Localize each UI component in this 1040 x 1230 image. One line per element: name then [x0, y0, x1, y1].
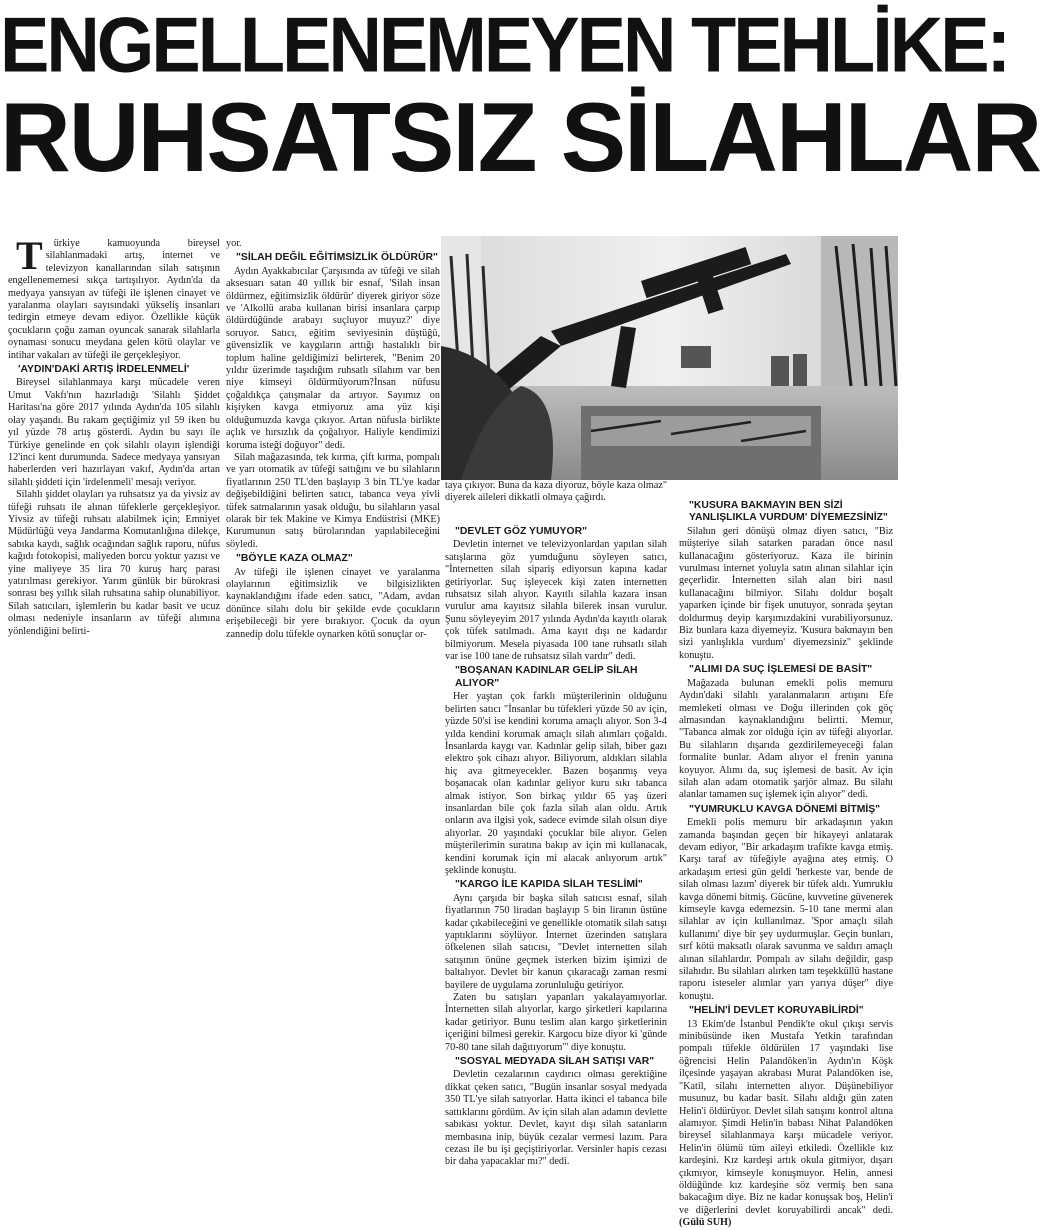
headline-line-2: RUHSATSIZ SİLAHLAR	[0, 82, 1040, 192]
headline-line-1: ENGELLENEMEYEN TEHLİKE:	[0, 0, 1009, 89]
paragraph: Av tüfeği ile işlenen cinayet ve yaralanma olaylarının eğitimsizlik ve bilgisizlikten kaynaklandığını ifade eden satıcı, "Adam, avdan dönünce silahı dolu bir şekilde evde çocukların erişebileceği bir yere bırakıyor. Çocuk da oyun zannedip dolu tüfekle oynarken kötü sonuçlar or-	[226, 566, 440, 640]
subheading: "BÖYLE KAZA OLMAZ"	[236, 553, 353, 565]
paragraph: taya çıkıyor. Buna da kaza diyoruz, böyle kaza olmaz" diyerek aileleri dikkatli olmaya çağırdı.	[445, 480, 667, 504]
paragraph: Mağazada bulunan emekli polis memuru Aydın'daki silahlı yaralanmaların artışını Efe memleketi olması ve Doğu illerinden çok göç almasından kaynaklandığını belirtti. Memur, "Tabanca almak zor olduğu için av tüfeği alıyorlar. Bu silahların dışarıda gezdirilemeyeceği falan formalite bunlar. Adam alıyor el frenin yanına koyuyor. Alımı da, suç işlemesi de basit. Av için silah alan adam otomatik şarjör almaz. Bu silahı alanlar tamamen suç işlemek için alıyor" dedi.	[679, 677, 893, 801]
column-1	[8, 233, 220, 650]
paragraph: Silah mağazasında, tek kırma, çift kırma, pompalı ve yarı otomatik av tüfeği sattığını ve bu silahların fiyatlarının 250 TL'den başlayıp 3 bin TL'ye kadar değişebildiğini belirten satıcı, tabanca veya yivli tüfek satmalarının yasak olduğu, bu silahların yasal olarak bir tek Makine ve Kimya Endüstrisi (MKE) Kurumunun satış bürolarından yapılabileceğini söyledi.	[226, 451, 440, 550]
paragraph: Silahlı şiddet olayları ya ruhsatsız ya da yivsiz av tüfeği ruhsatı ile alınan tüfeklerle gerçekleşiyor. Yivsiz av tüfeği ruhsatı alabilmek için; Emniyet Müdürlüğü veya Jandarma Komutanlığına dilekçe, sabıka kaydı, sağlık ocağından sağlık raporu, nüfus kağıdı fotokopisi, maliyeden borcu yoktur yazısı ve yine maliyeye 35 lira 70 kuruş harç parası yatırılması gerekiyor. Yarım günlük bir bürokrasi sonrası beş yıllık silah ruhsatına sahip olunabiliyor. Silah satıcıları, işlemlerin bu kadar basit ve ucuz olması nedeniyle insanların av tüfeği alımına yönlendiğini belirti-	[8, 489, 220, 637]
subheading: "BOŞANAN KADINLAR GELİP SİLAH ALIYOR"	[455, 665, 638, 689]
paragraph: yor.	[226, 238, 242, 249]
subheading: "YUMRUKLU KAVGA DÖNEMİ BİTMİŞ"	[689, 803, 881, 815]
subheading: "KARGO İLE KAPIDA SİLAH TESLİMİ"	[455, 879, 643, 891]
subheading: "KUSURA BAKMAYIN BEN SİZİ YANLIŞLIKLA VURDUM' DİYEMEZSİNİZ"	[689, 500, 888, 524]
paragraph: Aydın Ayakkabıcılar Çarşısında av tüfeği ve silah aksesuarı satan 40 yıllık bir esnaf, 'Silah insan öldürmez, eğitimsizlik öldürür' diyerek giriyor söze ve 'Alkollü araba kullanan birisi insanlara çarpıp öldürdüğünde arabayı suçluyor muyuz?' diye soruyor. Satıcı, eğitim seviyesinin düştüğü, güvensizlik ve kaygıların arttığı hastalıklı bir toplum haline geldiğimizi belirterek, "Benim 20 yıldır üzerimde taşıdığım ruhsatlı silahım var ben niye kimseyi öldürmüyorum?İnsan nüfusu çoğaldıkça çatışmalar da artıyor. Sayımız on kişiyken kavga etmiyoruz ama yüz kişi olduğumuzda kavga çıkıyor. Artan nüfusla birlikte açlık ve hırsızlık da çoğalıyor. Haliyle kendimizi koruma isteği doğuyor" dedi.	[226, 265, 440, 451]
subheading: "HELİN'İ DEVLET KORUYABİLİRDİ"	[689, 1005, 864, 1017]
column-2	[226, 238, 440, 642]
paragraph: Bireysel silahlanmaya karşı mücadele veren Umut Vakfı'nın hazırladığı 'Silahlı Şiddet Haritası'na göre 2017 yılında Aydın'da 105 silahlı olay yaşandı. Bu rakam geçtiğimiz yıl 59 iken bu yıl yüzde 78 artış gösterdi. Aydın bu sayı ile Türkiye genelinde en çok silahlı olayın işlendiği 12'inci kent durumunda. Sadece medyaya yansıyan haberlerden veri hazırlayan vakıf, Aydın'da artan silahlı şiddeti için 'irdelenmeli' mesajı veriyor.	[8, 377, 220, 488]
subheading: "ALIMI DA SUÇ İŞLEMESİ DE BASİT"	[689, 664, 873, 676]
gun-shop-rifles-photo-icon	[441, 236, 898, 480]
paragraph: Her yaştan çok farklı müşterilerinin olduğunu belirten satıcı "İnsanlar bu tüfekleri yüzde 50 av için, yüzde 50'si ise kendini koruma amaçlı alıyor. Son 3-4 yılda kendini korumak amaçlı silah alımları çoğaldı. İnsanlarda kaygı var. Kadınlar gelip silah, biber gazı elektro şok cihazı alıyor. Biliyorum, aldıkları silahla hiç ava gitmeyecekler. Bazen boşanmış veya boşanacak olan kadınlar geliyor kuru sıkı tabanca almak istiyor. Son birkaç yıldır 65 yaş üzeri insanlardan bile çok fazla silah alan oldu. Artık onların ava ilgisi yok, sadece evimde silah olsun diye alıyorlar. 20 yaşındaki çocuklar bile alıyor. Gelen müşterilerimin suratına bakıp av için mi kullanacak, kendini korumak için mi alacak anlıyorum artık" şeklinde konuştu.	[445, 691, 667, 876]
paragraph: Zaten bu satışları yapanları yakalayamıyorlar. İnternetten silah alıyorlar, kargo şirketleri kapılarına kadar getiriyor. Bunu teslim alan kargo şirketlerinin içeriğini bilmesi gerekir. Kargocu bize diyor ki 'günde 70-80 tane silah dağıtıyorum'" diye konuştu.	[445, 992, 667, 1053]
paragraph: ürkiye kamuoyunda bireysel silahlanmadaki artış, internet ve televizyon kanallarından silah satışının engellenememesi sıkça tartışılıyor. Aydın'da da medyaya yansıyan av tüfeği ile işlenen cinayet ve yaralanma olayları sayısındaki yükseliş insanları tedirgin etmeye devam ediyor. Özellikle küçük çocukların çoğu zaman oyuncak sanarak silahlarla oynaması sonucu meydana gelen kötü olaylar ve intihar vakaları av tüfeği ile gerçekleşiyor.	[8, 238, 220, 361]
column-3	[445, 524, 667, 1200]
subheading: 'AYDIN'DAKİ ARTIŞ İRDELENMELİ'	[18, 364, 190, 376]
paragraph: Devletin cezalarının caydırıcı olması gerektiğine dikkat çeken satıcı, "Bugün insanlar sosyal medyada 350 TL'ye silah satıyorlar. Hatta ikinci el tabanca bile sattıklarını gördüm. Av için silah alan adamın devlette sabıkası yoktur. Devlet, kayıt dışı silah satanların membasına inip, büyük cezalar vermesi lazım. Para cezası ile bu işi geçiştiriyorlar. Versinler hapis cezası bir daha yapacaklar mı?" dedi.	[445, 1069, 667, 1168]
paragraph: Silahın geri dönüşü olmaz diyen satıcı, "Biz müşteriye silah satarken paradan önce nasıl kullanacağını gösteriyoruz. Kaza ile birinin vurulması internet yoluyla satın alınan silahlar için geçerlidir. İnternetten silah alan biri nasıl kullanacağını bilmiyor. Silahı doldur boşalt yaparken içinde bir fişek unutuyor, sonrada şeytan doldurmuş deyip karşımızdakini vurabiliyorsunuz. Biz bunlara kaza diyemeyiz. 'Kusura bakmayın ben sizi yanlışlıkla vurdum' diyemezsiniz" şeklinde konuştu.	[679, 525, 893, 661]
paragraph: Emekli polis memuru bir arkadaşının yakın zamanda başından geçen bir hikayeyi anlatarak devam ediyor, "Bir arkadaşım trafikte kavga etmiş. Karşı taraf av tüfeğiyle ayağına ateş etmiş. O arkadaşım ertesi gün geldi 'herkeste var, bende de silah olması lazım' diyerek bir tüfek aldı. Yumruklu kavga dönemi bitmiş. Gücüne, kuvvetine güvenerek kimseyle kavga edemezsin. 5-10 tane mermi alan silahlar av için kullanılmaz. 'Spor amaçlı silah kullanımı' diye bir şey uydurmuşlar. Geçin bunları, sırf kötü maksatlı olarak savunma ve saldırı amaçlı alınan silahlardır. Pompalı av silahı değildir, gasp silahıdır. Bu silahları alırken tam teşekküllü hastane raporu isteseler alımlar yarı yarıya düşer" diye konuştu.	[679, 817, 893, 1002]
column-4	[679, 498, 893, 1229]
paragraph: Aynı çarşıda bir başka silah satıcısı esnaf, silah fiyatlarının 750 liradan başlayıp 5 bin liranın üstüne kadar çıkabileceğini ve genellikle otomatik silah satışı yaptıklarını söylüyor. İnternet üzerinden satışlara öfkelenen silah satıcısı, "Devlet internetten silah satışının önüne geçmek isterken bizim işimizi de baltalıyor. Devlet bir kanun çıkaracağı zaman resmi bayilere de uygulama zorunluluğu getiriyor.	[445, 892, 667, 991]
paragraph: Devletin internet ve televizyonlardan yapılan silah satışlarına göz yumduğunu söyleyen satıcı, "İnternetten silah sipariş ediyorsun kapına kadar getiriyorlar. Suç işleyecek kişi zaten internetten ruhsatsız silah alıyor. Kayıtlı silahla kazara insan vurulur ama kayıtsız silahla bilerek insan vurulur. Şunu söyleyeyim 2017 yılında Aydın'da kayıtlı olarak çok tüfek satılmadı. Ama kayıt dışı ne kadardır bilmiyorum. Mesela piyasada 100 tane ruhsatlı silah var ise 100 tane de ruhsatsız silah vardır" dedi.	[445, 539, 667, 663]
paragraph: 13 Ekim'de İstanbul Pendik'te okul çıkışı servis minibüsünde iken Mustafa Yetkin tarafından pompalı tüfekle öldürülen 17 yaşındaki lise öğrencisi Helin Palandöken'in Aydın'ın Köşk ilçesinde yaşayan akrabası Murat Palandöken ise, "Katil, silahı internetten alıyor. Düşünebiliyor musunuz, bu kadar basit. Silahı aldığı gün zaten Helin'i öldürüyor. Devlet silah satışını kontrol altına alamıyor. Şimdi Helin'in babası Nihat Palandöken bireysel silahlanmaya karşı mücadele veriyor. Helin'in ölümü tüm aileyi etkiledi. Özellikle kız kardeşini. Kız kardeşi artık okula gitmiyor, dışarı çıkmıyor, kimseyle konuşmuyor. Helin, annesi öldüğünde kız kardeşine söz vermiş ben sana bakacağım diye. Biz ne kadar konuşsak boş, Helin'i ve diğerlerini devlet koruyabilirdi ancak" dedi.	[679, 1018, 893, 1216]
subheading: "SOSYAL MEDYADA SİLAH SATIŞI VAR"	[455, 1056, 655, 1068]
byline: (Gülü SUH)	[679, 1217, 732, 1229]
column-3-top	[445, 480, 667, 524]
dropcap: T	[16, 233, 43, 278]
gun-shop-photo	[441, 236, 898, 480]
subheading: "DEVLET GÖZ YUMUYOR"	[455, 526, 588, 537]
subheading: "SİLAH DEĞİL EĞİTİMSİZLİK ÖLDÜRÜR"	[236, 252, 438, 264]
